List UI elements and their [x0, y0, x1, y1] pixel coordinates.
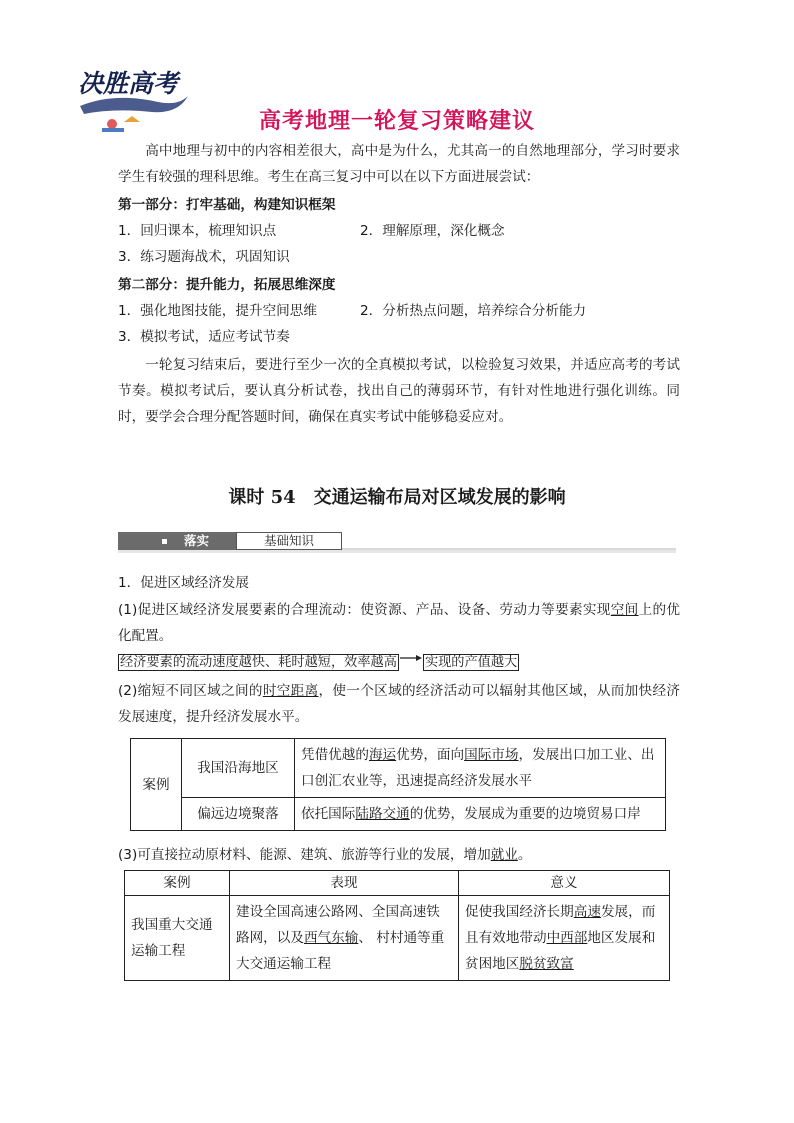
t2-c3-text-a: 促使我国经济长期 [465, 904, 574, 920]
part1-item-2: 2．理解原理，深化概念 [360, 223, 505, 239]
s1-point-1-underline: 空间 [610, 602, 639, 618]
t1-row2-desc [295, 798, 666, 831]
t2-header-case: 案例 [125, 871, 230, 896]
t1-r2-underline: 陆路交通 [355, 806, 410, 822]
s1-heading: 1．促进区域经济发展 [118, 575, 249, 591]
part1-item-1: 1．回归课本，梳理知识点 [118, 223, 277, 239]
section-tag-label: 落实 [184, 533, 210, 548]
t1-row1-desc [295, 739, 666, 798]
flow-diagram [118, 654, 519, 672]
part2-item-3: 3．模拟考试，适应考试节奏 [118, 329, 290, 345]
t1-r1-underline-1: 海运 [368, 747, 397, 763]
s1-point-2 [118, 678, 680, 730]
part1-heading: 第一部分：打牢基础，构建知识框架 [118, 197, 336, 213]
t2-c3-text-c: 地区发展和贫困地区 [465, 930, 656, 972]
s1-point-2-underline: 时空距离 [262, 683, 319, 699]
section-box-label: 基础知识 [236, 532, 342, 550]
t1-row1-name: 我国沿海地区 [182, 739, 295, 798]
case-table-1 [130, 738, 666, 831]
t1-r1-text-a: 凭借优越的 [301, 747, 369, 763]
t1-label: 案例 [131, 739, 182, 831]
intro-paragraph: 高中地理与初中的内容相差很大，高中是为什么，尤其高一的自然地理部分，学习时要求学生有较强的理科思维。考生在高三复习中可以在以下方面进展尝试： [118, 143, 680, 185]
s1-point-2-text-end: ，使一个区域的经济活动可以辐射其他区域，从而加快经济发展速度，提升经济发展水平。 [118, 683, 680, 725]
arrow-right-icon [400, 654, 422, 662]
t2-header-behavior: 表现 [230, 871, 459, 896]
section-rule-bottom [118, 550, 676, 553]
t2-c3-underline-1: 高速 [573, 904, 601, 920]
s1-point-3-underline: 就业 [490, 847, 518, 863]
t2-behavior-cell [230, 896, 459, 981]
t1-r1-underline-2: 国际市场 [464, 747, 519, 763]
page-title: 高考地理一轮复习策略建议 [258, 109, 535, 134]
flow-right-box: 实现的产值越大 [424, 655, 518, 670]
t1-r2-text-a: 依托国际 [301, 806, 356, 822]
section-bar [118, 532, 676, 554]
logo-text: 决胜高考 [78, 69, 179, 98]
t1-r1-text-b: 优势，面向 [396, 747, 465, 763]
s1-point-1 [118, 597, 680, 649]
s1-point-3 [118, 842, 680, 868]
section-tag [118, 532, 236, 550]
t2-c2-underline: 西气东输 [303, 930, 359, 946]
case-table-2 [124, 870, 670, 981]
s1-point-3-text: (3)可直接拉动原材料、能源、建筑、旅游等行业的发展，增加 [118, 847, 491, 863]
t2-c3-underline-3: 脱贫致富 [519, 956, 574, 972]
t1-r2-text-b: 的优势，发展成为重要的边境贸易口岸 [409, 806, 641, 822]
lesson-title: 课时 54 交通运输布局对区域发展的影响 [228, 487, 566, 508]
part1-item-3: 3．练习题海战术，巩固知识 [118, 249, 290, 265]
s1-point-1-text: (1)促进区域经济发展要素的合理流动：使资源、产品、设备、劳动力等要素实现 [118, 602, 611, 618]
s1-point-2-text: (2)缩短不同区域之间的 [118, 683, 263, 699]
t2-meaning-cell [459, 896, 670, 981]
t1-row2-name: 偏远边境聚落 [182, 798, 295, 831]
part2-item-2: 2．分析热点问题，培养综合分析能力 [360, 303, 587, 319]
t2-c2-text-b: 、 村村通等重大交通运输工程 [236, 930, 445, 972]
t1-r1-text-c: ，发展出口加工业、出口创汇农业等，迅速提高经济发展水平 [301, 747, 655, 789]
t2-case-cell: 我国重大交通运输工程 [125, 896, 230, 981]
t2-c3-underline-2: 中西部 [546, 930, 588, 946]
t2-c3-text-b: 发展，而且有效地带动 [465, 904, 656, 946]
part2-heading: 第二部分：提升能力，拓展思维深度 [118, 277, 336, 293]
t2-c2-text-a: 建设全国高速公路网、全国高速铁路网，以及 [236, 904, 440, 946]
s1-point-3-text-end: 。 [517, 847, 532, 863]
t2-header-meaning: 意义 [459, 871, 670, 896]
flow-left-box: 经济要素的流动速度越快、耗时越短，效率越高 [120, 655, 397, 670]
part2-item-1: 1．强化地图技能，提升空间思维 [118, 303, 317, 319]
s1-point-1-text-end: 上的优化配置。 [118, 602, 681, 644]
square-bullet-icon [162, 539, 167, 544]
closing-paragraph: 一轮复习结束后，要进行至少一次的全真模拟考试，以检验复习效果，并适应高考的考试节奏。模拟考试后，要认真分析试卷，找出自己的薄弱环节，有针对性地进行强化训练。同时，要学会合理分配答题时间，确保在真实考试中能够稳妥应对。 [118, 357, 680, 425]
